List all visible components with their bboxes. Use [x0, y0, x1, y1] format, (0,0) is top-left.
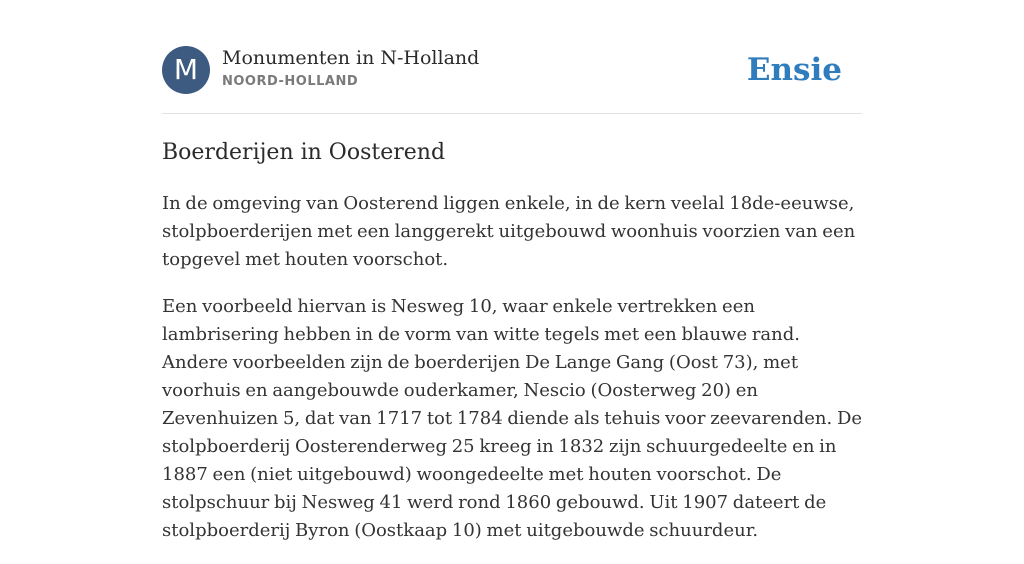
- header-divider: [162, 113, 862, 114]
- paragraph-1: In de omgeving van Oosterend liggen enkele, in de kern veelal 18de-eeuwse, stolpboerderijen met een langgerekt uitgebouwd woonhuis voorzien van een topgevel met houten voorschot.: [162, 193, 856, 270]
- ensie-logo[interactable]: Ensie: [746, 52, 842, 88]
- article-title: Boerderijen in Oosterend: [162, 140, 446, 165]
- channel-title[interactable]: Monumenten in N-Holland: [222, 47, 480, 69]
- channel-header: [162, 46, 862, 96]
- article-body: [162, 190, 864, 564]
- channel-subtitle[interactable]: NOORD-HOLLAND: [222, 74, 359, 89]
- avatar[interactable]: M: [162, 46, 210, 94]
- paragraph-2: Een voorbeeld hiervan is Nesweg 10, waar enkele vertrekken een lambrisering hebben in de vorm van witte tegels met een blauwe rand. Andere voorbeelden zijn de boerderijen De Lange Gang (Oost 73), met voorhuis en aangebouwde ouderkamer, Nescio (Oosterweg 20) en Zevenhuizen 5, dat van 1717 tot 1784 diende als tehuis voor zeevarenden. De stolpboerderij Oosterenderweg 25 kreeg in 1832 zijn schuurgedeelte en in 1887 een (niet uitgebouwd) woongedeelte met houten voorschot. De stolpschuur bij Nesweg 41 werd rond 1860 gebouwd. Uit 1907 dateert de stolpboerderij Byron (Oostkaap 10) met uitgebouwde schuurdeur.: [162, 296, 863, 541]
